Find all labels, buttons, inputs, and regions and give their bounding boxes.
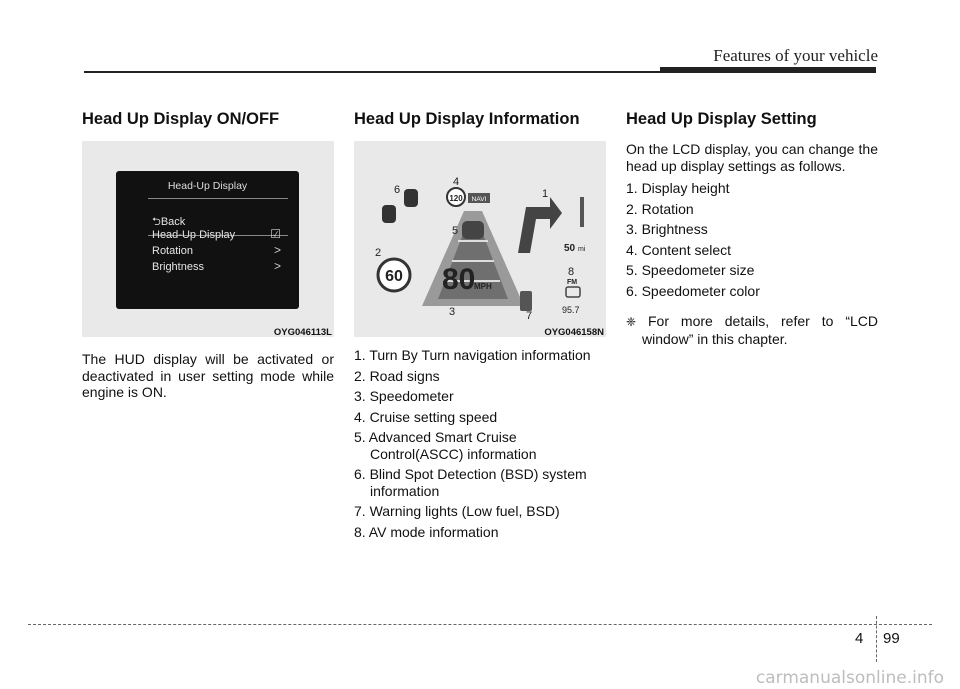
hud-setting-list bbox=[626, 180, 878, 299]
note-icon: ❈ bbox=[626, 315, 637, 329]
body-text: The HUD display will be activated or deactivated in user setting mode while engine is ON. bbox=[82, 351, 334, 400]
chapter-number: 4 bbox=[855, 630, 864, 647]
low-fuel-icon bbox=[520, 291, 532, 311]
column-hud-info bbox=[354, 110, 606, 544]
back-arrow-icon: ⮌ bbox=[152, 216, 161, 228]
bsd-car-icon bbox=[382, 205, 396, 223]
speed-unit: MPH bbox=[474, 282, 492, 291]
running-header: Features of your vehicle bbox=[713, 46, 878, 65]
note-text: For more details, refer to “LCD window” in this chapter. bbox=[642, 313, 879, 347]
checkbox-checked-icon: ☑ bbox=[270, 227, 281, 241]
heading-hud-on-off: Head Up Display ON/OFF bbox=[82, 110, 280, 128]
list-item: 4. Content select bbox=[626, 241, 732, 258]
column-hud-setting bbox=[626, 110, 878, 347]
lcd-row-rotation: Rotation bbox=[152, 245, 193, 257]
callout-3: 3 bbox=[449, 306, 456, 318]
callout-6: 6 bbox=[394, 184, 401, 196]
lcd-figure bbox=[82, 141, 334, 337]
figure-code: OYG046158N bbox=[544, 327, 604, 338]
lcd-back-label: Back bbox=[160, 216, 186, 228]
chevron-right-icon: > bbox=[273, 259, 281, 273]
list-item: 5. Speedometer size bbox=[626, 262, 755, 278]
navi-label: NAVI bbox=[471, 196, 487, 203]
distance-unit: mi bbox=[578, 246, 586, 253]
page-number: 99 bbox=[883, 630, 900, 647]
chevron-right-icon: > bbox=[273, 243, 281, 257]
speed-value: 80 bbox=[442, 263, 476, 296]
list-item: 3. Brightness bbox=[626, 221, 708, 237]
lcd-title: Head-Up Display bbox=[167, 180, 248, 192]
list-item: 5. Advanced Smart Cruise Control(ASCC) information bbox=[354, 429, 537, 462]
watermark: carmanualsonline.info bbox=[755, 668, 944, 688]
radio-frequency: 95.7 bbox=[562, 305, 580, 315]
note bbox=[626, 313, 878, 347]
header-rule-accent bbox=[660, 67, 876, 73]
list-item: 6. Speedometer color bbox=[626, 282, 760, 299]
hud-info-list bbox=[354, 347, 606, 540]
callout-5: 5 bbox=[452, 225, 459, 237]
footer-rule bbox=[28, 624, 932, 625]
heading-hud-setting: Head Up Display Setting bbox=[626, 110, 817, 128]
list-item: 6. Blind Spot Detection (BSD) system information bbox=[354, 466, 587, 499]
list-item: 7. Warning lights (Low fuel, BSD) bbox=[354, 503, 560, 519]
callout-2: 2 bbox=[375, 247, 382, 259]
figure-code: OYG046113L bbox=[273, 327, 332, 338]
list-item: 3. Speedometer bbox=[354, 388, 454, 404]
callout-4: 4 bbox=[453, 176, 460, 188]
list-item: 1. Turn By Turn navigation information bbox=[354, 347, 591, 363]
radio-icon bbox=[566, 287, 580, 297]
list-item: 8. AV mode information bbox=[354, 523, 499, 540]
column-hud-on-off bbox=[82, 110, 334, 401]
hud-illustration bbox=[354, 141, 606, 337]
list-item: 1. Display height bbox=[626, 180, 730, 196]
list-item: 2. Road signs bbox=[354, 367, 440, 384]
callout-8: 8 bbox=[568, 266, 575, 278]
lcd-screen bbox=[116, 171, 299, 309]
turn-arrow-icon bbox=[518, 197, 562, 253]
body-text: On the LCD display, you can change the head up display settings as follows. bbox=[626, 141, 878, 174]
list-item: 2. Rotation bbox=[626, 200, 694, 217]
lcd-row-brightness: Brightness bbox=[152, 261, 204, 273]
list-item: 4. Cruise setting speed bbox=[354, 408, 498, 425]
hud-figure bbox=[354, 141, 606, 337]
cruise-speed-value: 120 bbox=[449, 194, 463, 203]
radio-band: FM bbox=[567, 279, 578, 286]
footer-separator bbox=[876, 616, 877, 662]
lcd-divider bbox=[148, 198, 288, 199]
bsd-car-icon bbox=[404, 189, 418, 207]
heading-hud-info: Head Up Display Information bbox=[354, 110, 580, 128]
callout-7: 7 bbox=[526, 310, 533, 322]
distance-bar-icon bbox=[580, 197, 584, 227]
lcd-row-hud: Head-Up Display bbox=[152, 229, 236, 241]
distance-value: 50 bbox=[564, 243, 576, 254]
car-ahead-icon bbox=[462, 221, 484, 239]
speed-limit-value: 60 bbox=[385, 268, 403, 285]
callout-1: 1 bbox=[542, 188, 549, 200]
